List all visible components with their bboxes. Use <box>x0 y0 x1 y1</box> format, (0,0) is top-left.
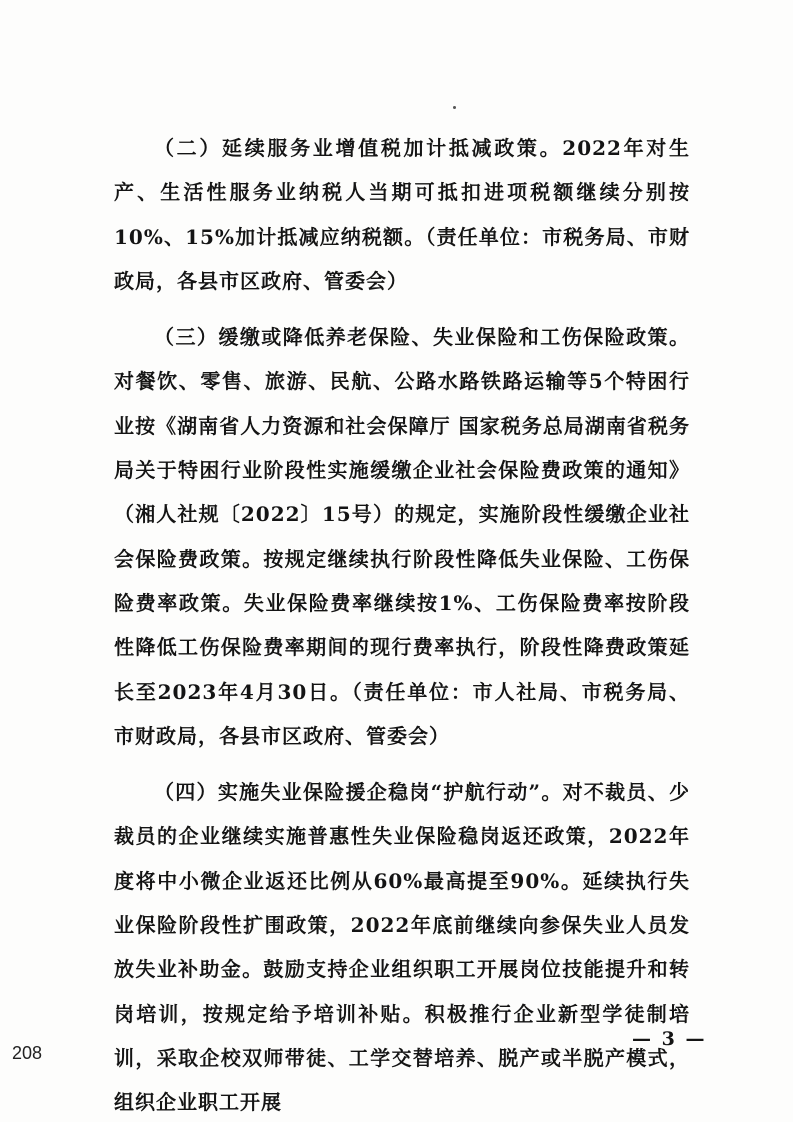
paragraph-2 <box>114 126 690 303</box>
paragraph-heading: （三）缓缴或降低养老保险、失业保险和工伤保险政策。 <box>154 325 690 350</box>
scan-speck <box>453 106 456 109</box>
paragraph-heading: （二）延续服务业增值税加计抵减政策。 <box>154 136 563 160</box>
paragraph-4 <box>114 770 690 1124</box>
paragraph-text: 对餐饮、零售、旅游、民航、公路水路铁路运输等5个特困行业按《湖南省人力资源和社会保障厅 国家税务总局湖南省税务局关于特困行业阶段性实施缓缴企业社会保险费政策的通知》（湘人社规〔2022〕15号）的规定，实施阶段性缓缴企业社会保险费政策。按规定继续执行阶段性降低失业保险、工伤保险费率政策。失业保险费率继续按1%、工伤保险费率按阶段性降低工伤保险费率期间的现行费率执行，阶段性降费政策延长至2023年4月30日。（责任单位：市人社局、市税务局、市财政局，各县市区政府、管委会） <box>114 369 690 748</box>
paragraph-heading: （四）实施失业保险援企稳岗“护航行动”。 <box>154 780 563 805</box>
margin-page-number: 208 <box>12 1043 43 1063</box>
paragraph-3 <box>114 315 690 758</box>
page-number: — 3 — <box>632 1028 707 1050</box>
paragraph-text: 2022年对生产、生活性服务业纳税人当期可抵扣进项税额继续分别按10%、15%加计抵减应纳税额。（责任单位：市税务局、市财政局，各县市区政府、管委会） <box>114 136 690 293</box>
paragraph-text: 对不裁员、少裁员的企业继续实施普惠性失业保险稳岗返还政策，2022年度将中小微企业返还比例从60%最高提至90%。延续执行失业保险阶段性扩围政策，2022年底前继续向参保失业人员发放失业补助金。鼓励支持企业组织职工开展岗位技能提升和转岗培训，按规定给予培训补贴。积极推行企业新型学徒制培训，采取企校双师带徒、工学交替培养、脱产或半脱产模式，组织企业职工开展 <box>114 780 691 1115</box>
document-body <box>114 126 690 1137</box>
